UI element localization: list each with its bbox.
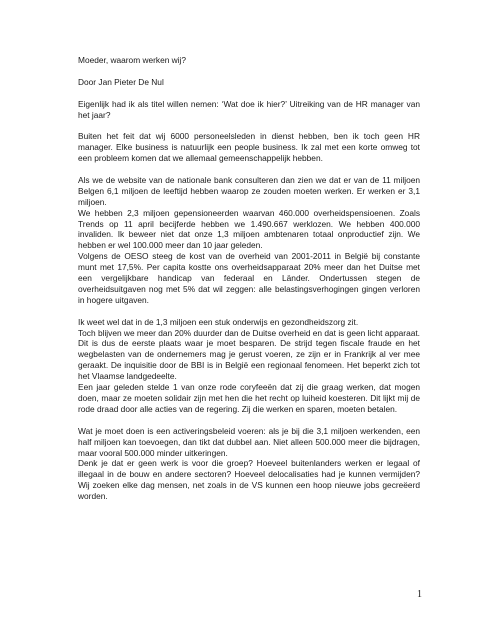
paragraph: Buiten het feit dat wij 6000 personeelsleden in dienst hebben, ben ik toch geen HR manager. Elke business is natuurlijk een people business. Ik zal met een korte omweg tot een probleem komen dat we allemaal gemeenschappelijk hebben. [78,131,420,164]
paragraph: Toch blijven we meer dan 20% duurder dan de Duitse overheid en dat is geen licht apparaat. Dit is dus de eerste plaats waar je moet besparen. De strijd tegen fiscale fraude en het wegbelasten van de ondernemers mag je gerust voeren, ze zijn er in Frankrijk al ver mee geraakt. De inquisitie door de BBI is in België een regionaal fenomeen. Het beperkt zich tot het Vlaamse landgedeelte. [78,327,420,382]
document-author: Door Jan Pieter De Nul [78,76,164,87]
page-number: 1 [417,589,422,600]
paragraph: Een jaar geleden stelde 1 van onze rode coryfeeën dat zij die graag werken, dat mogen doen, maar ze moeten solidair zijn met hen die het recht op luiheid koesteren. Dit lijkt mij de rode draad door alle acties van de regering. Zij die werken en sparen, moeten betalen. [78,382,420,414]
document-title: Moeder, waarom werken wij? [78,55,187,65]
document-body [78,55,420,502]
paragraph: Ik weet wel dat in de 1,3 miljoen een stuk onderwijs en gezondheidszorg zit. [78,316,359,327]
paragraph: Wat je moet doen is een activeringsbeleid voeren: als je bij die 3,1 miljoen werkenden, een half miljoen kan toevoegen, dan tikt dat dubbel aan. Niet alleen 500.000 meer die bijdragen, maar vooral 500.000 minder uitkeringen. [78,425,420,458]
paragraph: Volgens de OESO steeg de kost van de overheid van 2001-2011 in België bij constante munt met 17,5%. Per capita kostte ons overheidsapparaat 20% meer dan het Duitse met een vergelijkbare handicap van federaal en Länder. Ondertussen stegen de overheidsuitgaven nog met 5% dat wil zeggen: alle belastingsverhogingen gingen verloren in hogere uitgaven. [78,251,420,305]
paragraph: Denk je dat er geen werk is voor die groep? Hoeveel buitenlanders werken er legaal of illegaal in de bouw en andere sectoren? Hoeveel delocalisaties had je kunnen vermijden? Wij zoeken elke dag mensen, net zoals in de VS kunnen een hoop nieuwe jobs gecreëerd worden. [78,458,420,502]
paragraph: Eigenlijk had ik als titel willen nemen: ‘Wat doe ik hier?’ Uitreiking van de HR manager van het jaar? [78,98,420,120]
paragraph: We hebben 2,3 miljoen gepensioneerden waarvan 460.000 overheidspensioenen. Zoals Trends op 11 april becijferde hebben we 1.490.667 werklozen. We hebben 400.000 invaliden. Ik beweer niet dat onze 1,3 miljoen ambtenaren totaal onproductief zijn. We hebben er wel 100.000 meer dan 10 jaar geleden. [78,207,420,251]
paragraph: Als we de website van de nationale bank consulteren dan zien we dat er van de 11 miljoen Belgen 6,1 miljoen de leeftijd hebben waarop ze zouden moeten werken. Er werken er 3,1 miljoen. [78,174,420,207]
